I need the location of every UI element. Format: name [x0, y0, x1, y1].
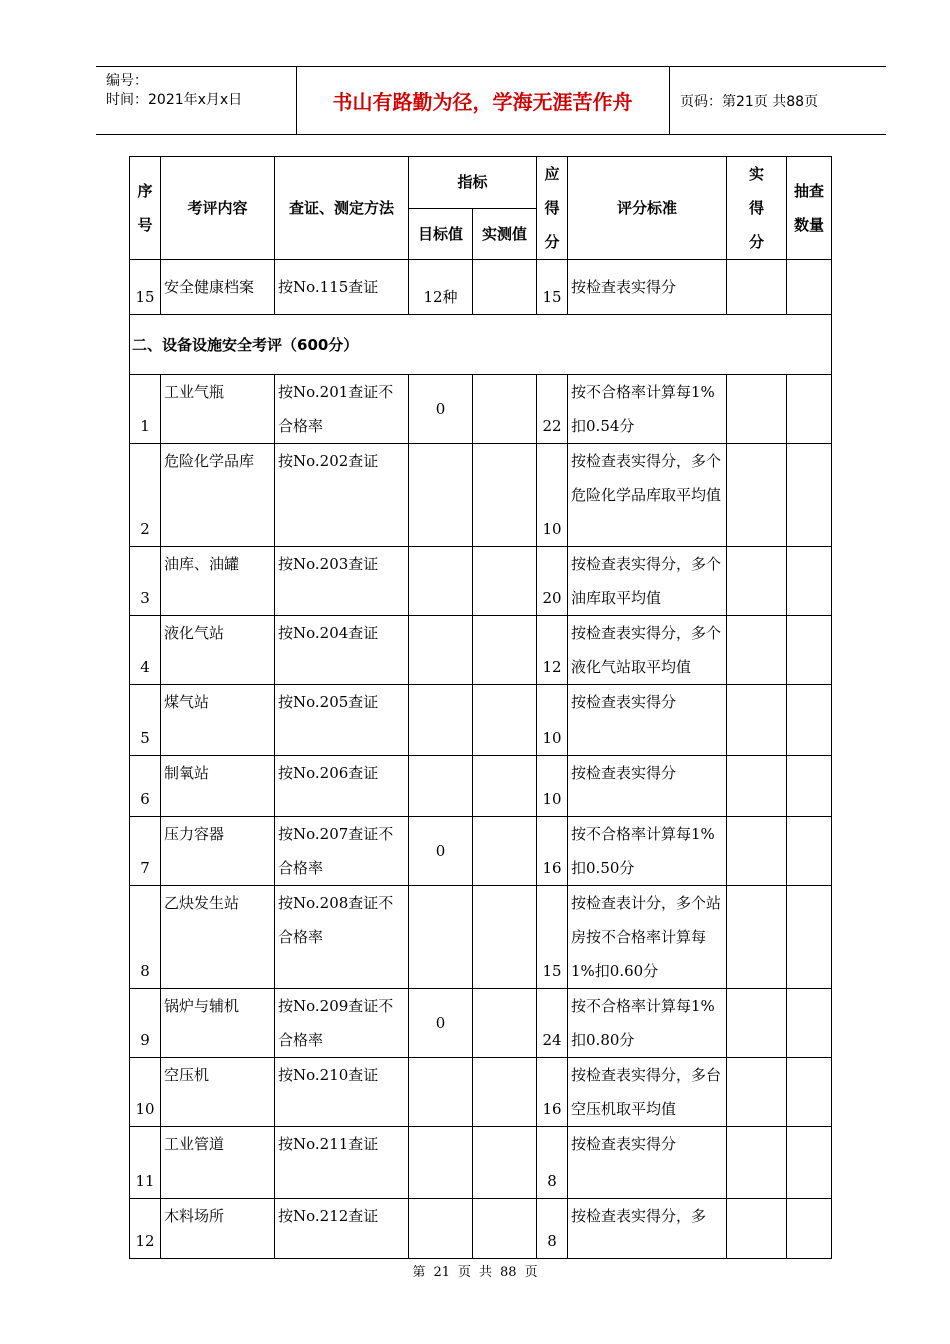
serial-label: 编号：: [106, 73, 148, 89]
row-target: 0: [409, 817, 473, 886]
row-target: [409, 685, 473, 756]
row-actual: [727, 375, 787, 444]
row-sample: [787, 547, 832, 616]
table-row: [130, 685, 832, 756]
row-criteria: 按检查表实得分: [568, 260, 727, 315]
row-measured: [473, 756, 537, 817]
row-points: 24: [537, 989, 568, 1058]
row-points: 15: [537, 886, 568, 989]
row-criteria: 按检查表计分，多个站房按不合格率计算每1%扣0.60分: [568, 886, 727, 989]
header-sample: 抽查数量: [787, 157, 832, 260]
row-target: [409, 1058, 473, 1127]
row-sample: [787, 756, 832, 817]
row-content: 危险化学品库: [161, 444, 275, 547]
row-measured: [473, 1199, 537, 1259]
row-target: [409, 886, 473, 989]
row-criteria: 按检查表实得分，多个液化气站取平均值: [568, 616, 727, 685]
row-measured: [473, 444, 537, 547]
row-criteria: 按不合格率计算每1%扣0.80分: [568, 989, 727, 1058]
table-row: [130, 616, 832, 685]
row-measured: [473, 685, 537, 756]
row-target: [409, 756, 473, 817]
row-method: 按No.208查证不合格率: [275, 886, 409, 989]
row-actual: [727, 989, 787, 1058]
header-actual: 实得分: [727, 157, 787, 260]
table-row: [130, 1127, 832, 1199]
row-content: 工业管道: [161, 1127, 275, 1199]
row-measured: [473, 616, 537, 685]
row-criteria: 按检查表实得分: [568, 756, 727, 817]
row-points: 22: [537, 375, 568, 444]
row-target: [409, 547, 473, 616]
time-label: 时间：2021年x月x日: [106, 92, 243, 108]
row-sample: [787, 260, 832, 315]
footer-text: 共: [479, 1265, 493, 1280]
row-target: 12种: [409, 260, 473, 315]
row-points: 10: [537, 444, 568, 547]
row-measured: [473, 1127, 537, 1199]
row-content: 工业气瓶: [161, 375, 275, 444]
row-content: 液化气站: [161, 616, 275, 685]
row-criteria: 按不合格率计算每1%扣0.54分: [568, 375, 727, 444]
row-seq: 5: [130, 685, 161, 756]
row-measured: [473, 817, 537, 886]
row-actual: [727, 1058, 787, 1127]
row-content: 锅炉与辅机: [161, 989, 275, 1058]
header-page-label: 页码：第21页 共88页: [680, 93, 819, 110]
row-content: 制氧站: [161, 756, 275, 817]
row-content: 空压机: [161, 1058, 275, 1127]
row-sample: [787, 989, 832, 1058]
row-actual: [727, 616, 787, 685]
page-footer: [0, 1261, 950, 1280]
row-actual: [727, 260, 787, 315]
row-content: 木料场所: [161, 1199, 275, 1259]
row-seq: 15: [130, 260, 161, 315]
row-sample: [787, 1199, 832, 1259]
row-actual: [727, 886, 787, 989]
header-seq: 序号: [130, 157, 161, 260]
evaluation-table: [129, 156, 832, 1259]
row-method: 按No.201查证不合格率: [275, 375, 409, 444]
row-method: 按No.212查证: [275, 1199, 409, 1259]
header-indicator: 指标: [409, 157, 537, 209]
table-row: [130, 547, 832, 616]
row-sample: [787, 886, 832, 989]
table-row: [130, 817, 832, 886]
row-method: 按No.207查证不合格率: [275, 817, 409, 886]
table-row: [130, 444, 832, 547]
page-header: [96, 66, 886, 135]
row-sample: [787, 1058, 832, 1127]
row-seq: 6: [130, 756, 161, 817]
row-method: 按No.209查证不合格率: [275, 989, 409, 1058]
header-measured: 实测值: [473, 208, 537, 260]
table-row: [130, 260, 832, 315]
row-criteria: 按检查表实得分，多: [568, 1199, 727, 1259]
row-criteria: 按不合格率计算每1%扣0.50分: [568, 817, 727, 886]
row-method: 按No.205查证: [275, 685, 409, 756]
row-criteria: 按检查表实得分，多个油库取平均值: [568, 547, 727, 616]
row-points: 16: [537, 817, 568, 886]
table-row: [130, 1199, 832, 1259]
row-actual: [727, 547, 787, 616]
row-seq: 12: [130, 1199, 161, 1259]
row-target: 0: [409, 375, 473, 444]
row-points: 16: [537, 1058, 568, 1127]
row-content: 乙炔发生站: [161, 886, 275, 989]
section-title: 二、设备设施安全考评（600分）: [130, 315, 832, 375]
table-row: [130, 886, 832, 989]
row-sample: [787, 616, 832, 685]
row-points: 8: [537, 1127, 568, 1199]
row-content: 安全健康档案: [161, 260, 275, 315]
header-points: 应得分: [537, 157, 568, 260]
row-seq: 8: [130, 886, 161, 989]
row-points: 8: [537, 1199, 568, 1259]
row-sample: [787, 685, 832, 756]
footer-total-pages: 88: [500, 1265, 517, 1280]
row-measured: [473, 989, 537, 1058]
row-seq: 11: [130, 1127, 161, 1199]
row-target: [409, 444, 473, 547]
row-measured: [473, 547, 537, 616]
row-sample: [787, 444, 832, 547]
row-measured: [473, 886, 537, 989]
row-method: 按No.206查证: [275, 756, 409, 817]
row-seq: 10: [130, 1058, 161, 1127]
row-points: 15: [537, 260, 568, 315]
row-points: 12: [537, 616, 568, 685]
footer-text: 页: [457, 1265, 471, 1280]
table-row: [130, 375, 832, 444]
row-actual: [727, 1199, 787, 1259]
row-method: 按No.202查证: [275, 444, 409, 547]
row-sample: [787, 375, 832, 444]
footer-page-number: 21: [433, 1265, 450, 1280]
row-actual: [727, 444, 787, 547]
row-content: 压力容器: [161, 817, 275, 886]
header-divider: [669, 67, 670, 134]
row-method: 按No.211查证: [275, 1127, 409, 1199]
row-seq: 9: [130, 989, 161, 1058]
row-criteria: 按检查表实得分，多个危险化学品库取平均值: [568, 444, 727, 547]
row-measured: [473, 260, 537, 315]
table-body: [130, 375, 832, 1259]
row-target: 0: [409, 989, 473, 1058]
table-row: [130, 989, 832, 1058]
row-seq: 1: [130, 375, 161, 444]
row-points: 20: [537, 547, 568, 616]
row-seq: 2: [130, 444, 161, 547]
footer-text: 页: [524, 1265, 538, 1280]
row-criteria: 按检查表实得分，多台空压机取平均值: [568, 1058, 727, 1127]
row-criteria: 按检查表实得分: [568, 685, 727, 756]
row-actual: [727, 1127, 787, 1199]
row-criteria: 按检查表实得分: [568, 1127, 727, 1199]
row-method: 按No.203查证: [275, 547, 409, 616]
row-actual: [727, 817, 787, 886]
row-content: 煤气站: [161, 685, 275, 756]
row-measured: [473, 1058, 537, 1127]
row-sample: [787, 817, 832, 886]
section-row: [130, 315, 832, 375]
row-seq: 3: [130, 547, 161, 616]
row-target: [409, 1127, 473, 1199]
row-method: 按No.210查证: [275, 1058, 409, 1127]
header-meta: [96, 67, 296, 134]
header-target: 目标值: [409, 208, 473, 260]
row-points: 10: [537, 685, 568, 756]
row-method: 按No.115查证: [275, 260, 409, 315]
header-motto: 书山有路勤为径，学海无涯苦作舟: [332, 90, 633, 114]
row-seq: 7: [130, 817, 161, 886]
row-actual: [727, 685, 787, 756]
row-sample: [787, 1127, 832, 1199]
row-actual: [727, 756, 787, 817]
row-method: 按No.204查证: [275, 616, 409, 685]
footer-text: 第: [412, 1265, 426, 1280]
row-points: 10: [537, 756, 568, 817]
table-row: [130, 756, 832, 817]
row-measured: [473, 375, 537, 444]
row-seq: 4: [130, 616, 161, 685]
header-content: 考评内容: [161, 157, 275, 260]
table-row: [130, 1058, 832, 1127]
header-method: 查证、测定方法: [275, 157, 409, 260]
row-content: 油库、油罐: [161, 547, 275, 616]
row-target: [409, 1199, 473, 1259]
row-target: [409, 616, 473, 685]
header-criteria: 评分标准: [568, 157, 727, 260]
